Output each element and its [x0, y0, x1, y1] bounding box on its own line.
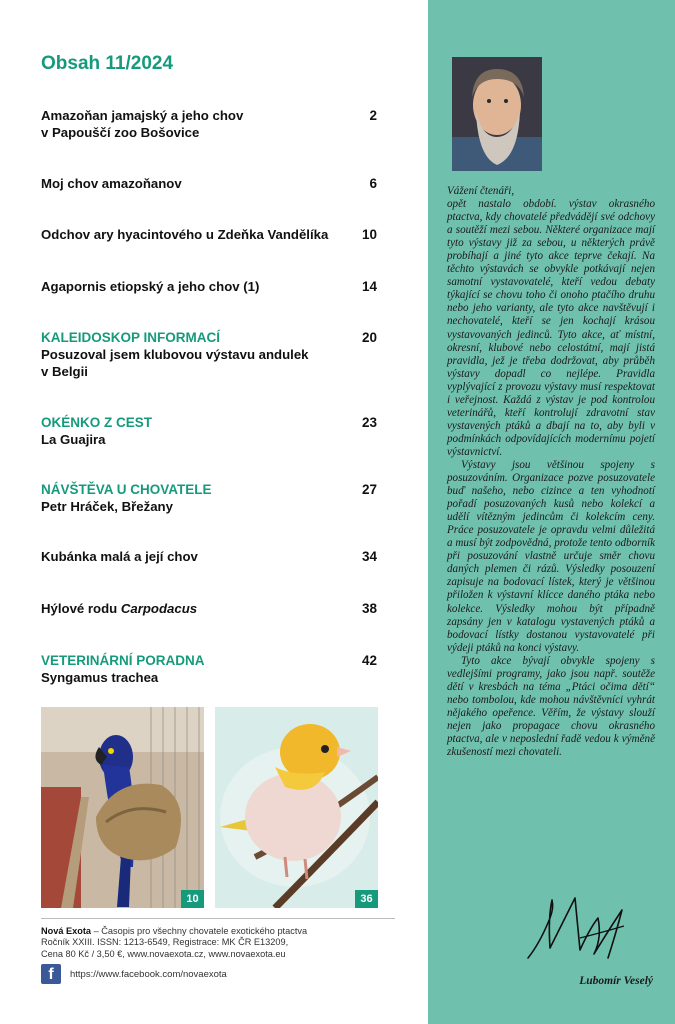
- hyacinth-macaw-photo[interactable]: [41, 707, 204, 908]
- editorial-paragraph: Tyto akce bývají obvykle spojeny s vedlejšími programy, jako jsou např. soutěže dětí v kresbách na téma „Ptáci očima dětí“ nebo tombolou, kde mohou návštěvníci vyhrát nějakého opeřence. Věřím, že výstavy slouží nejen jako propagace chovu okrasného ptactva, ale v neposlední řadě vedou k výměně zkušeností mezi chovateli.: [447, 654, 655, 759]
- toc-entry[interactable]: [41, 278, 377, 295]
- toc-page-number: 6: [369, 176, 377, 191]
- toc-title: Obsah 11/2024: [41, 53, 174, 74]
- toc-section-heading: NÁVŠTĚVA U CHOVATELE: [41, 482, 212, 497]
- page-badge: 10: [181, 890, 204, 908]
- toc-page-number: 14: [361, 279, 377, 294]
- toc-entry-title: Agapornis etiopský a jeho chov (1): [41, 279, 260, 294]
- editorial-greeting: Vážení čtenáři,: [447, 185, 515, 197]
- canary-illustration: [215, 707, 378, 908]
- toc-page-number: 23: [361, 415, 377, 430]
- toc-entry[interactable]: [41, 107, 377, 141]
- toc-entry[interactable]: [41, 329, 377, 380]
- toc-entry-title: Hýlové rodu Carpodacus: [41, 601, 198, 616]
- toc-page-number: 10: [361, 227, 377, 242]
- toc-entry[interactable]: [41, 600, 377, 617]
- toc-entry-title: Kubánka malá a její chov: [41, 549, 198, 564]
- editorial-paragraph: opět nastalo období. výstav okrasného ptactva, kdy chovatelé předvádějí své odchovy a soutěží mezi sebou. Některé organizace mají tyto výstavy již za sebou, u některých právě probíhají a jiné tyto akce teprve čekají. Na těchto výstavách se obvykle potkávají nejen samotní vystavovatelé, kteří vedou debaty týkající se chovu toho či onoho ptačího druhu nebo jeho varianty, ale tyto akce navštěvují i nechovatelé, kteří se jen kochají krásou vystavovaných jedinců. Tyto akce, ať místní, okresní, klubové nebo celostátní, mají jistá pravidla, jež je třeba dodržovat, aby průběh výstavy dopadl co nejlépe. Pravidla vyplývající z provozu výstavy musí respektovat i veřejnost. Každá z výstav je pod kontrolou veterinářů, kteří kontrolují zdravotní stav vystavených ptáků a dbají na to, aby byli v podmínkách odpovídajících modernímu pojetí výstavnictví.: [447, 198, 655, 458]
- toc-page-number: 2: [369, 108, 377, 123]
- magazine-name: Nová Exota: [41, 926, 92, 936]
- editorial-letter: [447, 185, 655, 759]
- toc-entry-title: Moj chov amazoňanov: [41, 176, 182, 191]
- toc-entry[interactable]: [41, 548, 377, 565]
- toc-entry-title: Posuzoval jsem klubovou výstavu andulek v Belgii: [41, 347, 309, 379]
- page-badge: 36: [355, 890, 378, 908]
- toc-entry-title: Amazoňan jamajský a jeho chov v Papouščí zoo Bošovice: [41, 108, 244, 140]
- toc-entry-title: Petr Hráček, Břežany: [41, 499, 173, 514]
- facebook-link[interactable]: https://www.facebook.com/novaexota: [70, 969, 227, 980]
- colophon: Nová Exota – Časopis pro všechny chovatele exotického ptactva Ročník XXIII. ISSN: 1213-6549, Registrace: MK ČR E13209, Cena 80 Kč / 3,50 €, www.novaexota.cz, www.novaexota.eu: [41, 926, 308, 959]
- toc-entry[interactable]: [41, 481, 377, 515]
- toc-entry-title: Odchov ary hyacintového u Zdeňka Vandělíka: [41, 227, 329, 242]
- handwritten-signature: [520, 888, 630, 968]
- editor-name: Lubomír Veselý: [579, 975, 653, 987]
- toc-entry-title: Syngamus trachea: [41, 670, 159, 685]
- toc-page-number: 42: [361, 653, 377, 668]
- toc-entry-title: La Guajira: [41, 432, 106, 447]
- toc-entry[interactable]: [41, 414, 377, 448]
- editor-portrait: [452, 57, 542, 171]
- toc-page-number: 38: [361, 601, 377, 616]
- toc-entry[interactable]: [41, 175, 377, 192]
- toc-section-heading: OKÉNKO Z CEST: [41, 415, 153, 430]
- editorial-paragraph: Výstavy jsou většinou spojeny s posuzováním. Organizace pozve posuzovatele buď našeho, nebo cizince a ten vyhodnotí pořadí posuzovaných kusů nebo kolekcí a udělí vítězným jedincům či kolekcím ceny. Práce posuzovatele je opravdu velmi důležitá a musí být zodpovědná, protože tento odborník při posuzování vlastně určuje směr chovu daných plemen či rázů. Výsledky posouzení zapisuje na bodovací lístek, který je většinou přiložen k výstavní klícce daného ptáka nebo kolekce. Výsledky mohou být případně zapsány jen v katalogu vystavených ptáků a bodovací lístky dostanou vystavovatelé při výdeji ptáků na konci výstavy.: [447, 458, 655, 654]
- hyacinth-macaw-illustration: [41, 707, 204, 908]
- toc-page-number: 27: [361, 482, 377, 497]
- toc-section-heading: VETERINÁRNÍ PORADNA: [41, 653, 205, 668]
- toc-section-heading: KALEIDOSKOP INFORMACÍ: [41, 330, 221, 345]
- toc-page-number: 20: [361, 330, 377, 345]
- toc-entry[interactable]: [41, 226, 377, 243]
- facebook-icon[interactable]: f: [41, 964, 61, 984]
- divider: [41, 918, 395, 919]
- toc-entry[interactable]: [41, 652, 377, 686]
- canary-photo[interactable]: [215, 707, 378, 908]
- toc-page-number: 34: [361, 549, 377, 564]
